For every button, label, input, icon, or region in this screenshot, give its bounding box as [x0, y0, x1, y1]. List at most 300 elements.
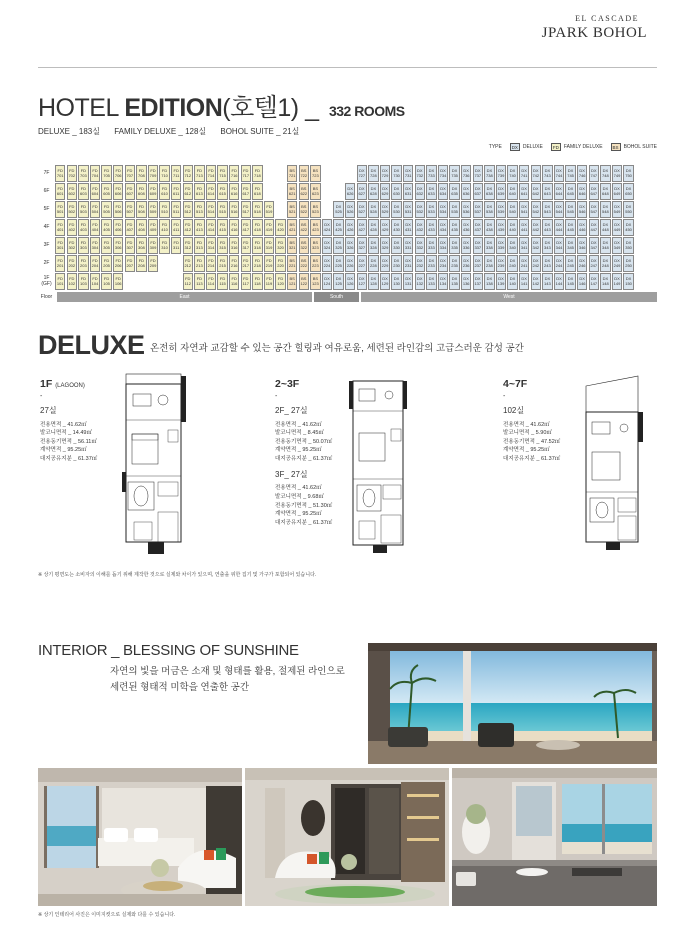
room-type: FD	[69, 275, 75, 281]
room-cell-dx	[345, 273, 355, 290]
room-number: 749	[613, 172, 621, 178]
room-number: 532	[416, 208, 424, 214]
room-type: FD	[127, 239, 133, 245]
room-type: FD	[254, 221, 261, 227]
room-cell-fd	[217, 237, 227, 254]
room-cell-dx	[507, 273, 517, 290]
room-type: FD	[127, 185, 133, 191]
room-number: 219	[265, 262, 273, 268]
room-type: DX	[451, 203, 458, 209]
room-type: FD	[277, 275, 284, 281]
plan-3f-line: 전용동기면적 _ 51.30㎡	[275, 502, 333, 509]
room-cell-dx	[589, 273, 599, 290]
room-number: 401	[56, 226, 64, 232]
title-bold: EDITION	[124, 94, 223, 122]
room-type: FD	[196, 275, 203, 281]
room-cell-dx	[589, 219, 599, 236]
interior-title-main: BLESSING OF SUNSHINE	[123, 642, 299, 659]
room-cell-fd	[113, 201, 123, 218]
room-cell-dx	[589, 183, 599, 200]
room-type: FD	[150, 167, 156, 173]
room-type: FD	[92, 185, 98, 191]
room-number: 215	[219, 262, 226, 268]
room-number: 534	[439, 208, 447, 214]
room-type: FD	[161, 185, 168, 191]
room-type: FD	[196, 257, 203, 263]
room-cell-dx	[461, 165, 471, 182]
room-cell-dx	[403, 273, 413, 290]
room-type: DX	[405, 221, 411, 227]
room-number: 636	[462, 190, 470, 196]
room-cell-dx	[531, 255, 541, 272]
room-number: 637	[474, 190, 482, 196]
room-type: FD	[57, 167, 63, 173]
room-number: 722	[300, 172, 308, 178]
room-number: 738	[486, 172, 493, 178]
room-cell-fd	[252, 165, 262, 182]
room-type: DX	[556, 167, 562, 173]
room-cell-dx	[426, 219, 436, 236]
room-number: 701	[56, 172, 64, 178]
room-type: FD	[173, 239, 179, 245]
room-type: FD	[231, 257, 237, 263]
room-cell-fd	[55, 201, 65, 218]
room-number: 633	[428, 190, 435, 196]
room-cell-fd	[113, 255, 123, 272]
room-cell-dx	[415, 237, 425, 254]
room-type: FD	[231, 185, 237, 191]
room-number: 716	[230, 172, 238, 178]
room-type: FD	[80, 239, 87, 245]
room-number: 404	[91, 226, 99, 232]
room-number: 114	[207, 280, 215, 286]
room-cell-dx	[426, 165, 436, 182]
room-cell-dx	[403, 255, 413, 272]
room-type: DX	[324, 239, 330, 245]
room-number: 227	[358, 262, 366, 268]
room-cells	[55, 273, 657, 290]
room-number: 216	[230, 262, 238, 268]
room-cell-dx	[519, 201, 529, 218]
room-number: 501	[56, 208, 64, 214]
room-cell-dx	[565, 219, 575, 236]
floor-row	[38, 201, 657, 218]
plan-2f-count: 2F_ 27실	[275, 406, 308, 416]
room-type: BS	[289, 257, 295, 263]
room-type: FD	[57, 203, 63, 209]
room-number: 630	[393, 190, 400, 196]
room-cell-dx	[600, 255, 610, 272]
room-number: 311	[173, 244, 180, 250]
room-cell-dx	[438, 219, 448, 236]
room-number: 614	[207, 190, 215, 196]
room-cell-dx	[531, 237, 541, 254]
room-cell-dx	[519, 183, 529, 200]
room-type: DX	[405, 185, 411, 191]
room-cell-fd	[183, 255, 193, 272]
legend-swatch-bs: BS	[612, 144, 619, 150]
room-cell-fd	[241, 273, 251, 290]
room-number: 527	[358, 208, 366, 214]
room-type: BS	[289, 275, 295, 281]
room-cell-fd	[241, 165, 251, 182]
room-number: 741	[520, 172, 528, 178]
room-number: 650	[625, 190, 632, 196]
room-cell-dx	[368, 237, 378, 254]
room-cell-dx	[403, 237, 413, 254]
room-type: FD	[69, 185, 75, 191]
room-number: 423	[312, 226, 319, 232]
floorplan-1f-drawing	[118, 372, 198, 558]
room-cell-dx	[426, 273, 436, 290]
room-type: BS	[289, 203, 295, 209]
room-cell-fd	[217, 273, 227, 290]
room-cell-dx	[542, 273, 552, 290]
room-cell-dx	[507, 219, 517, 236]
room-cell-fd	[78, 237, 88, 254]
room-cell-dx	[519, 237, 529, 254]
room-type: DX	[498, 185, 504, 191]
room-type: DX	[405, 275, 411, 281]
interior-disclaimer: ※ 상기 인테리어 사진은 이미지컷으로 실제와 다를 수 있습니다.	[38, 912, 176, 918]
room-cell-fd	[90, 219, 100, 236]
room-number: 723	[312, 172, 319, 178]
room-cell-dx	[333, 237, 343, 254]
room-type: FD	[196, 203, 203, 209]
floor-row	[38, 219, 657, 236]
room-type: BS	[312, 203, 319, 209]
room-type: FD	[196, 185, 203, 191]
room-type: DX	[335, 239, 342, 245]
room-type: FD	[57, 185, 63, 191]
room-type: DX	[579, 275, 585, 281]
room-type: FD	[266, 203, 272, 209]
room-type: DX	[359, 185, 365, 191]
room-number: 649	[613, 190, 621, 196]
room-cell-fd	[206, 273, 216, 290]
room-number: 740	[509, 172, 516, 178]
room-type: DX	[544, 239, 551, 245]
room-type: FD	[219, 221, 226, 227]
room-cell-dx	[461, 273, 471, 290]
room-type: DX	[440, 185, 446, 191]
room-type: FD	[115, 203, 121, 209]
room-type: DX	[625, 185, 632, 191]
room-number: 617	[242, 190, 250, 196]
room-type: DX	[475, 221, 481, 227]
room-number: 529	[381, 208, 389, 214]
interior-desc-line: 자연의 빛을 머금은 소재 및 형태를 활용, 절제된 라인으로	[110, 666, 345, 677]
room-cell-fd	[252, 273, 262, 290]
plan-1f-count: 27실	[40, 406, 57, 416]
room-cell-dx	[357, 219, 367, 236]
room-type: DX	[521, 185, 527, 191]
room-number: 320	[277, 244, 284, 250]
room-number: 421	[288, 226, 296, 232]
room-number: 705	[103, 172, 110, 178]
room-number: 518	[254, 208, 261, 214]
room-cell-fd	[217, 201, 227, 218]
room-cell-dx	[519, 255, 529, 272]
room-cell-dx	[345, 255, 355, 272]
legend-swatch-dx: DX	[511, 144, 518, 150]
room-cell-dx	[577, 201, 587, 218]
room-cell-dx	[461, 183, 471, 200]
room-number: 626	[346, 190, 354, 196]
room-cell-dx	[484, 219, 494, 236]
room-type: DX	[393, 185, 400, 191]
room-number: 313	[196, 244, 203, 250]
room-cell-fd	[55, 165, 65, 182]
room-cell-dx	[473, 183, 483, 200]
room-type: DX	[393, 167, 400, 173]
room-type: DX	[521, 203, 527, 209]
room-type: FD	[69, 221, 75, 227]
room-type: FD	[185, 185, 191, 191]
room-cell-dx	[403, 183, 413, 200]
room-type: FD	[69, 239, 75, 245]
room-number: 405	[103, 226, 110, 232]
room-cell-dx	[496, 201, 506, 218]
room-cell-dx	[554, 255, 564, 272]
room-type: FD	[254, 239, 261, 245]
room-cell-fd	[275, 237, 285, 254]
room-number: 412	[184, 226, 192, 232]
room-number: 117	[242, 280, 249, 286]
room-type: DX	[591, 275, 597, 281]
room-type: DX	[451, 185, 458, 191]
room-type: FD	[254, 203, 261, 209]
room-cell-dx	[484, 237, 494, 254]
room-cell-dx	[426, 183, 436, 200]
room-type: FD	[57, 239, 63, 245]
room-type: DX	[463, 203, 469, 209]
room-number: 303	[80, 244, 87, 250]
room-number: 143	[544, 280, 551, 286]
room-type: FD	[69, 203, 75, 209]
room-type: DX	[370, 185, 377, 191]
room-number: 130	[393, 280, 400, 286]
room-type: BS	[289, 185, 295, 191]
room-type: DX	[417, 257, 423, 263]
room-cells	[55, 183, 657, 200]
room-number: 623	[312, 190, 319, 196]
room-number: 607	[126, 190, 134, 196]
room-cell-dx	[461, 237, 471, 254]
room-cell-dx	[554, 273, 564, 290]
room-type: DX	[417, 275, 423, 281]
room-cell-fd	[159, 237, 169, 254]
room-cell-bs	[287, 201, 297, 218]
room-type: BS	[301, 221, 307, 227]
room-number: 431	[404, 226, 412, 232]
room-cell-fd	[194, 201, 204, 218]
room-cell-fd	[217, 165, 227, 182]
room-cell-fd	[55, 237, 65, 254]
room-type: FD	[208, 275, 214, 281]
room-number: 733	[428, 172, 435, 178]
photo-balcony-ocean-view	[368, 643, 657, 764]
room-type: DX	[440, 203, 446, 209]
room-type: DX	[544, 185, 551, 191]
room-number: 135	[451, 280, 458, 286]
plan-3f-line: 전용면적 _ 41.62㎡	[275, 485, 322, 492]
room-type: DX	[463, 167, 469, 173]
room-cell-fd	[252, 219, 262, 236]
room-cell-dx	[496, 183, 506, 200]
room-type: FD	[266, 221, 272, 227]
summary-bohol-suite: BOHOL SUITE _ 21실	[220, 127, 300, 136]
room-cell-dx	[565, 165, 575, 182]
room-number: 444	[555, 226, 563, 232]
room-cell-dx	[496, 237, 506, 254]
room-number: 145	[567, 280, 574, 286]
room-number: 407	[126, 226, 134, 232]
room-number: 411	[173, 226, 180, 232]
room-cell-fd	[217, 219, 227, 236]
room-number: 148	[602, 280, 609, 286]
room-type: DX	[347, 275, 353, 281]
room-number: 247	[590, 262, 598, 268]
room-number: 104	[91, 280, 99, 286]
room-type: DX	[556, 239, 562, 245]
room-cell-dx	[438, 201, 448, 218]
room-cell-dx	[345, 201, 355, 218]
room-number: 616	[230, 190, 238, 196]
room-type: FD	[196, 167, 203, 173]
room-number: 417	[242, 226, 250, 232]
room-type: DX	[567, 185, 574, 191]
room-cell-fd	[90, 165, 100, 182]
room-number: 641	[520, 190, 528, 196]
room-number: 547	[590, 208, 598, 214]
room-type: DX	[486, 221, 493, 227]
room-cell-fd	[78, 273, 88, 290]
room-cell-fd	[229, 273, 239, 290]
plan-4-7f-count: 102실	[503, 406, 525, 416]
room-type: DX	[359, 167, 365, 173]
room-number: 609	[149, 190, 157, 196]
floorplan-2-3f-drawing	[345, 375, 415, 555]
room-type: FD	[231, 167, 237, 173]
room-number: 220	[277, 262, 284, 268]
room-cell-fd	[55, 273, 65, 290]
plan-4-7f-dash: -	[503, 393, 506, 401]
room-number: 502	[68, 208, 76, 214]
room-number: 248	[602, 262, 609, 268]
room-number: 745	[567, 172, 574, 178]
room-type: DX	[475, 239, 481, 245]
room-type: DX	[405, 239, 411, 245]
room-number: 648	[602, 190, 609, 196]
room-number: 240	[509, 262, 516, 268]
room-cell-fd	[264, 273, 274, 290]
room-cell-fd	[241, 219, 251, 236]
room-number: 739	[497, 172, 505, 178]
room-cell-dx	[461, 201, 471, 218]
room-number: 606	[114, 190, 122, 196]
room-number: 610	[161, 190, 168, 196]
room-type: FD	[266, 275, 272, 281]
room-number: 414	[207, 226, 215, 232]
room-cell-bs	[299, 237, 309, 254]
room-cell-fd	[101, 255, 111, 272]
room-number: 121	[288, 280, 296, 286]
room-number: 419	[265, 226, 273, 232]
room-cell-dx	[565, 255, 575, 272]
room-type: DX	[382, 203, 388, 209]
room-number: 339	[497, 244, 505, 250]
floor-row	[38, 237, 657, 254]
room-number: 736	[462, 172, 470, 178]
room-number: 704	[91, 172, 99, 178]
room-cell-dx	[496, 165, 506, 182]
room-cell-dx	[380, 201, 390, 218]
room-type: DX	[602, 239, 609, 245]
room-cell-fd	[125, 237, 135, 254]
room-type: DX	[602, 167, 609, 173]
room-cell-dx	[449, 273, 459, 290]
room-cell-bs	[299, 255, 309, 272]
room-type: FD	[80, 221, 87, 227]
room-cell-fd	[148, 165, 158, 182]
room-cell-fd	[206, 219, 216, 236]
room-cell-fd	[241, 183, 251, 200]
room-number: 517	[242, 208, 250, 214]
room-number: 438	[486, 226, 493, 232]
plan-3f-line: 계약면적 _ 95.25㎡	[275, 511, 322, 518]
room-number: 721	[288, 172, 296, 178]
room-type: FD	[208, 167, 214, 173]
room-type: BS	[301, 257, 307, 263]
room-cell-bs	[287, 255, 297, 272]
room-cell-bs	[287, 219, 297, 236]
room-type: DX	[382, 257, 388, 263]
room-type: DX	[567, 221, 574, 227]
room-number: 342	[532, 244, 540, 250]
room-cell-dx	[449, 219, 459, 236]
room-type: FD	[69, 257, 75, 263]
room-cell-fd	[113, 165, 123, 182]
room-cell-fd	[194, 273, 204, 290]
room-number: 141	[520, 280, 528, 286]
room-number: 346	[578, 244, 586, 250]
orientation-bar	[38, 292, 657, 302]
room-cell-fd	[183, 273, 193, 290]
room-cell-dx	[473, 201, 483, 218]
room-cell-dx	[577, 255, 587, 272]
room-cell-dx	[357, 237, 367, 254]
room-number: 338	[486, 244, 493, 250]
room-type: DX	[602, 185, 609, 191]
room-cell-bs	[287, 273, 297, 290]
room-cell-fd	[101, 219, 111, 236]
room-cell-dx	[612, 255, 622, 272]
room-cell-fd	[241, 201, 251, 218]
room-type: FD	[69, 167, 75, 173]
room-number: 317	[242, 244, 250, 250]
room-number: 511	[173, 208, 180, 214]
room-number: 434	[439, 226, 447, 232]
room-cell-dx	[345, 237, 355, 254]
room-number: 507	[126, 208, 134, 214]
room-number: 714	[207, 172, 215, 178]
room-type: DX	[370, 167, 377, 173]
room-number: 602	[68, 190, 76, 196]
room-cell-dx	[600, 201, 610, 218]
room-cell-dx	[496, 255, 506, 272]
room-number: 643	[544, 190, 551, 196]
